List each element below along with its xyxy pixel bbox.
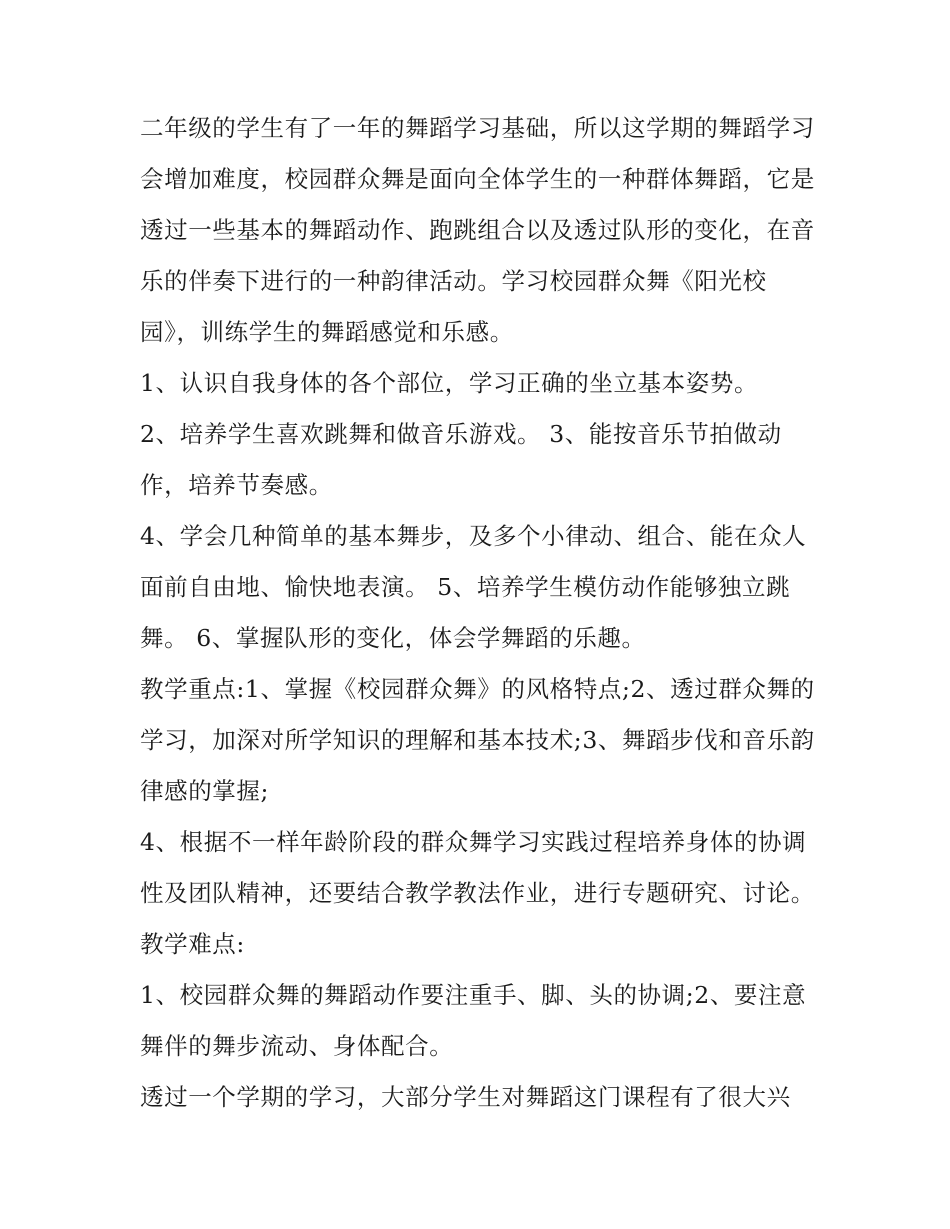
paragraph-key-points: 教学重点:1、掌握《校园群众舞》的风格特点;2、透过群众舞的学习，加深对所学知识的理解和基本技术;3、舞蹈步伐和音乐韵律感的掌握; [140, 675, 815, 805]
paragraph-goal-1: 1、认识自我身体的各个部位，学习正确的坐立基本姿势。 [140, 369, 759, 397]
paragraph-intro: 二年级的学生有了一年的舞蹈学习基础，所以这学期的舞蹈学习会增加难度，校园群众舞是面向全体学生的一种群体舞蹈，它是透过一些基本的舞蹈动作、跑跳组合以及透过队形的变化，在音乐的伴奏下进行的一种韵律活动。学习校园群众舞《阳光校园》，训练学生的舞蹈感觉和乐感。 [140, 114, 815, 346]
paragraph-goal-4-6: 4、学会几种简单的基本舞步，及多个小律动、组合、能在众人面前自由地、愉快地表演。 5、培养学生模仿动作能够独立跳舞。 6、掌握队形的变化，体会学舞蹈的乐趣。 [140, 522, 807, 652]
paragraph-summary: 透过一个学期的学习，大部分学生对舞蹈这门课程有了很大兴 [140, 1083, 791, 1111]
paragraph-goal-2-3: 2、培养学生喜欢跳舞和做音乐游戏。 3、能按音乐节拍做动作，培养节奏感。 [140, 420, 782, 499]
paragraph-difficulties: 1、校园群众舞的舞蹈动作要注重手、脚、头的协调;2、要注意舞伴的舞步流动、身体配合。 [140, 981, 807, 1060]
document-page [140, 103, 820, 1123]
paragraph-key-point-4: 4、根据不一样年龄阶段的群众舞学习实践过程培养身体的协调性及团队精神，还要结合教学教法作业，进行专题研究、讨论。 教学难点: [140, 828, 815, 958]
